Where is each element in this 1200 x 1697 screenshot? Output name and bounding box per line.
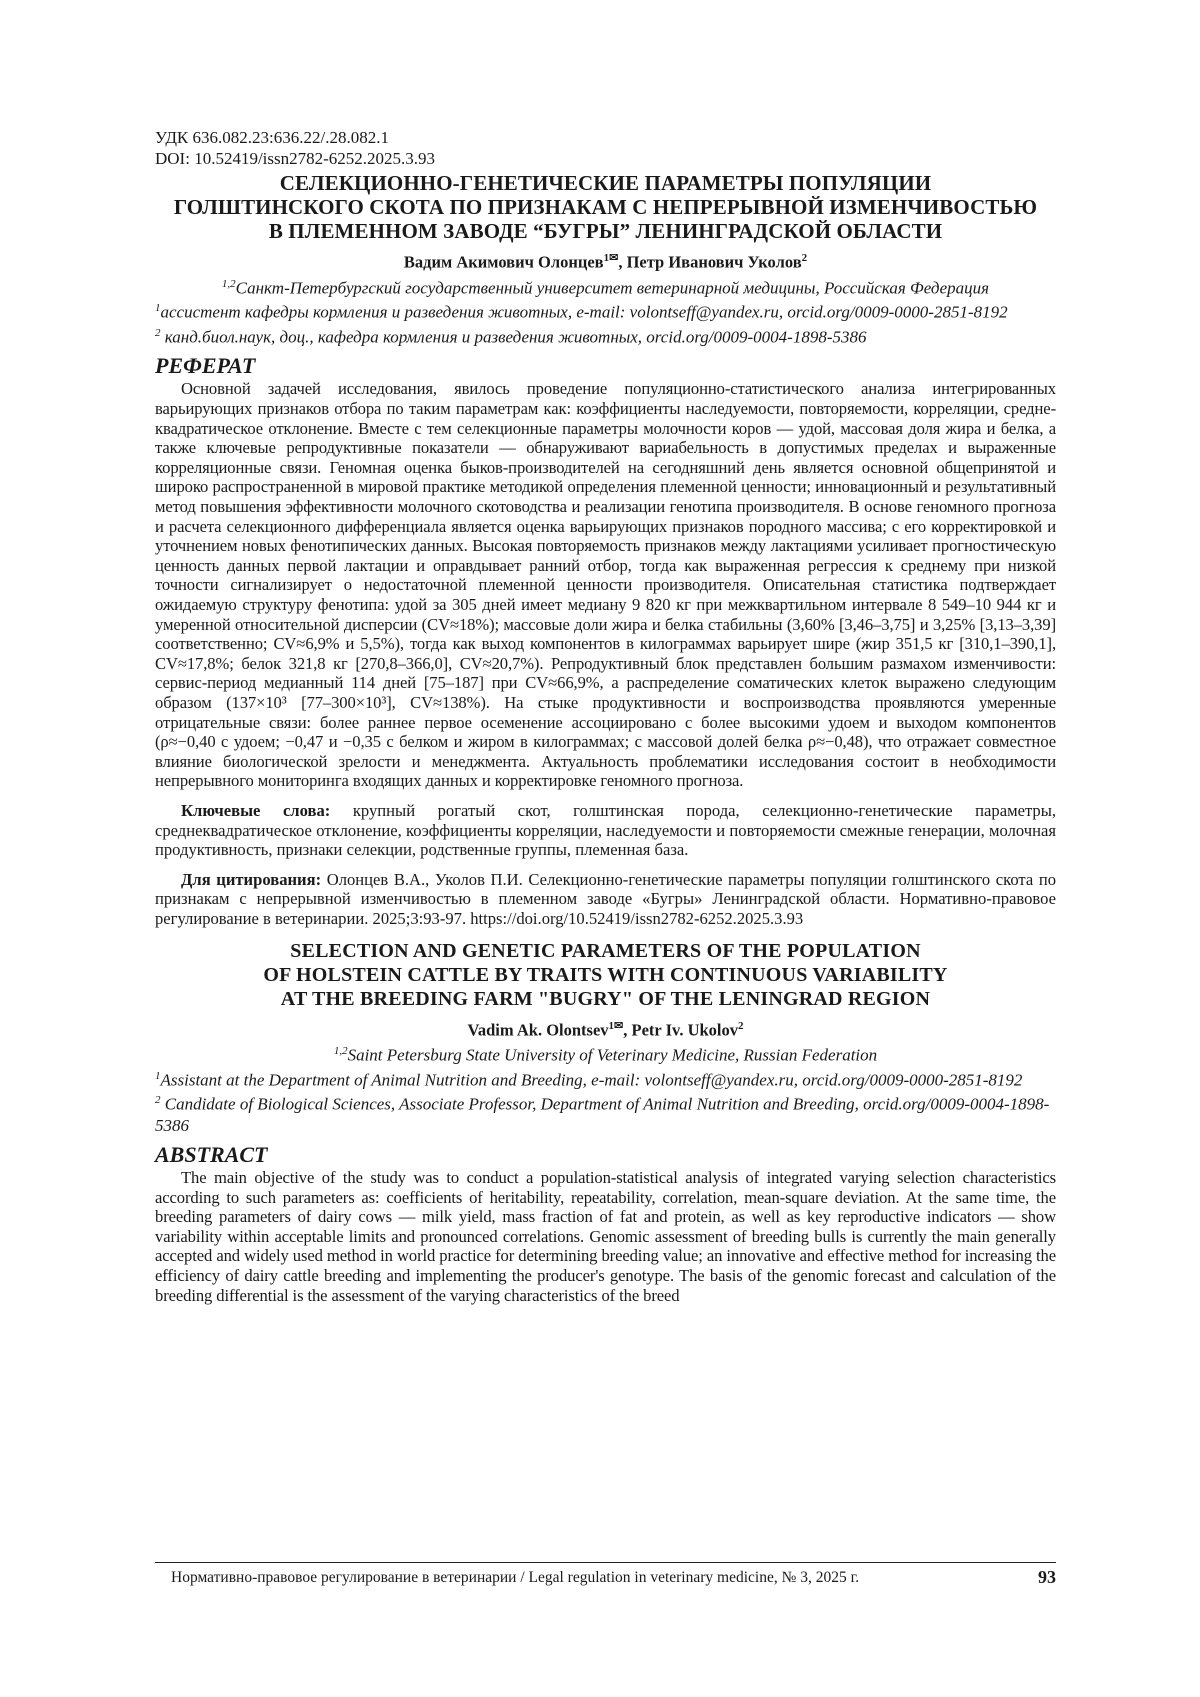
journal-footer: Нормативно-правовое регулирование в ветеринарии / Legal regulation in veterinary medicine, № 3, 2025 г. bbox=[171, 1569, 859, 1587]
doi-line: DOI: 10.52419/issn2782-6252.2025.3.93 bbox=[155, 148, 1056, 169]
keywords-label: Ключевые слова: bbox=[181, 801, 330, 820]
title-en-line: OF HOLSTEIN CATTLE BY TRAITS WITH CONTINUOUS VARIABILITY bbox=[155, 963, 1056, 987]
aff-text: ассистент кафедры кормления и разведения животных, e-mail: volontseff@yandex.ru, orcid.org/0009-0000-2851-8192 bbox=[161, 303, 1008, 322]
abstract-en: The main objective of the study was to conduct a population-statistical analysis of integrated varying selection characteristics according to such parameters as: coefficients of heritability, repeatability, correlation, mean-square deviation. At the same time, the breeding parameters of dairy cows — milk yield, mass fraction of fat and protein, as well as key reproductive indicators — show variability within acceptable limits and pronounced correlations. Genomic assessment of breeding bulls is currently the main generally accepted and widely used method in world practice for determining breeding value; an innovative and effective method for increasing the efficiency of dairy cattle breeding and implementing the producer's genotype. The basis of the genomic forecast and calculation of the breeding differential is the assessment of the varying characteristics of the breed bbox=[155, 1168, 1056, 1305]
section-heading-en: ABSTRACT bbox=[155, 1142, 1056, 1168]
udc-code: УДК 636.082.23:636.22/.28.082.1 bbox=[155, 127, 1056, 148]
abstract-ru: Основной задачей исследования, явилось проведение популяционно-статистического анализа интегрированных варьирующих признаков отбора по таким параметрам как: коэффициенты наследуемости, повторяемости, корреляции, средне-квадратическое отклонение. Вместе с тем селекционные параметры молочности коров — удой, массовая доля жира и белка, а также ключевые репродуктивные показатели — обнаруживают вариабельность в допустимых пределах и выраженные корреляционные связи. Геномная оценка быков-производителей на сегодняшний день является основной общепринятой и широко распространенной в мировой практике методикой определения племенной ценности; инновационный и результативный метод повышения эффективности молочного скотоводства и реализации генотипа производителя. В основе геномного прогноза и расчета селекционного дифференциала является оценка варьирующих признаков породного массива; с его корректировкой и уточнением новых фенотипических данных. Высокая повторяемость признаков между лактациями усиливает прогностическую ценность данных первой лактации и оправдывает ранний отбор, тогда как выраженная регрессия к среднему при низкой точности сигнализирует о недостаточной племенной ценности производителя. Описательная статистика подтверждает ожидаемую структуру фенотипа: удой за 305 дней имеет медиану 9 820 кг при межквартильном интервале 8 549–10 944 кг и умеренной относительной дисперсии (CV≈18%); массовые доли жира и белка стабильны (3,60% [3,46–3,75] и 3,25% [3,13–3,39] соответственно; CV≈6,9% и 5,5%), тогда как выход компонентов в килограммах варьирует шире (жир 351,5 кг [310,1–390,1], CV≈17,8%; белок 321,8 кг [270,8–366,0], CV≈20,7%). Репродуктивный блок представлен большим размахом изменчивости: сервис-период медианный 114 дней [75–187] при CV≈66,9%, а распределение соматических клеток выражено следующим образом (137×10³ [77–300×10³], CV≈138%). На стыке продуктивности и воспроизводства проявляются умеренные отрицательные связи: более раннее первое осеменение ассоциировано с более высокими удоем и выходом компонентов (ρ≈−0,40 с удоем; −0,47 и −0,35 с белком и жиром в килограммах; с массовой долей белка ρ≈−0,48), что отражает совместное влияние биологической зрелости и менеджмента. Актуальность проблематики исследования состоит в необходимости непрерывного мониторинга входящих данных и корректировке геномного прогноза. bbox=[155, 379, 1056, 790]
aff-sup: 1 bbox=[155, 302, 161, 314]
affiliation-2-en bbox=[155, 1090, 1056, 1136]
aff-sup: 1,2 bbox=[222, 278, 236, 290]
title-ru-line: СЕЛЕКЦИОННО-ГЕНЕТИЧЕСКИЕ ПАРАМЕТРЫ ПОПУЛЯЦИИ bbox=[155, 171, 1056, 195]
aff-text: Assistant at the Department of Animal Nutrition and Breeding, e-mail: volontseff@yandex.ru, orcid.org/0009-0000-2851-8192 bbox=[161, 1070, 1023, 1089]
authors-ru bbox=[155, 247, 1056, 274]
aff-text: Saint Petersburg State University of Veterinary Medicine, Russian Federation bbox=[348, 1046, 878, 1065]
keywords-ru bbox=[155, 801, 1056, 860]
author-separator: , bbox=[618, 253, 626, 272]
author-2-sup: 2 bbox=[802, 252, 808, 264]
author-separator: , bbox=[623, 1020, 631, 1039]
affiliation-1-ru bbox=[155, 298, 1056, 323]
affiliation-2-ru bbox=[155, 323, 1056, 348]
author-1: Вадим Акимович Олонцев bbox=[404, 253, 604, 272]
page-number: 93 bbox=[1038, 1567, 1056, 1588]
citation-text: Олонцев В.А., Уколов П.И. Селекционно-генетические параметры популяции голштинского скота по признакам с непрерывной изменчивостью в племенном заводе «Бугры» Ленинградской области. Нормативно-правовое регулирование в ветеринарии. 2025;3:93-97. https://doi.org/10.52419/issn2782-6252.2025.3.93 bbox=[155, 870, 1056, 928]
author-1-sup: 1✉ bbox=[609, 1020, 624, 1032]
title-en-line: SELECTION AND GENETIC PARAMETERS OF THE POPULATION bbox=[155, 939, 1056, 963]
page-footer bbox=[155, 1562, 1056, 1563]
aff-text: Санкт-Петербургский государственный университет ветеринарной медицины, Российская Федерация bbox=[236, 278, 989, 297]
author-1: Vadim Ak. Olontsev bbox=[467, 1020, 608, 1039]
section-heading-ru: РЕФЕРАТ bbox=[155, 353, 1056, 379]
affiliation-1-en bbox=[155, 1066, 1056, 1091]
aff-sup: 1 bbox=[155, 1070, 161, 1082]
title-en-line: AT THE BREEDING FARM "BUGRY" OF THE LENINGRAD REGION bbox=[155, 987, 1056, 1011]
author-2: Петр Иванович Уколов bbox=[627, 253, 802, 272]
author-1-sup: 1✉ bbox=[604, 252, 619, 264]
aff-text: Candidate of Biological Sciences, Associate Professor, Department of Animal Nutrition and Breeding, orcid.org/0009-0004-1898-5386 bbox=[155, 1095, 1049, 1135]
title-ru bbox=[155, 171, 1056, 243]
title-ru-line: ГОЛШТИНСКОГО СКОТА ПО ПРИЗНАКАМ С НЕПРЕРЫВНОЙ ИЗМЕНЧИВОСТЬЮ bbox=[155, 195, 1056, 219]
aff-text: канд.биол.наук, доц., кафедра кормления и разведения животных, orcid.org/0009-0004-1898-5386 bbox=[161, 327, 867, 346]
author-2-sup: 2 bbox=[738, 1020, 744, 1032]
affiliation-main-ru bbox=[155, 274, 1056, 299]
affiliation-main-en bbox=[155, 1041, 1056, 1066]
citation-label: Для цитирования: bbox=[181, 870, 321, 889]
aff-sup: 1,2 bbox=[334, 1045, 348, 1057]
keywords-text: крупный рогатый скот, голштинская порода, селекционно-генетические параметры, среднеквадратическое отклонение, коэффициенты корреляции, наследуемости и повторяемости смежные генерации, молочная продуктивность, признаки селекции, родственные группы, племенная база. bbox=[155, 801, 1056, 859]
aff-sup: 2 bbox=[155, 1094, 161, 1106]
citation-ru bbox=[155, 870, 1056, 929]
article-page bbox=[155, 127, 1056, 1305]
title-ru-line: В ПЛЕМЕННОМ ЗАВОДЕ “БУГРЫ” ЛЕНИНГРАДСКОЙ ОБЛАСТИ bbox=[155, 219, 1056, 243]
title-en bbox=[155, 939, 1056, 1011]
aff-sup: 2 bbox=[155, 327, 161, 339]
authors-en bbox=[155, 1015, 1056, 1042]
author-2: Petr Iv. Ukolov bbox=[632, 1020, 739, 1039]
